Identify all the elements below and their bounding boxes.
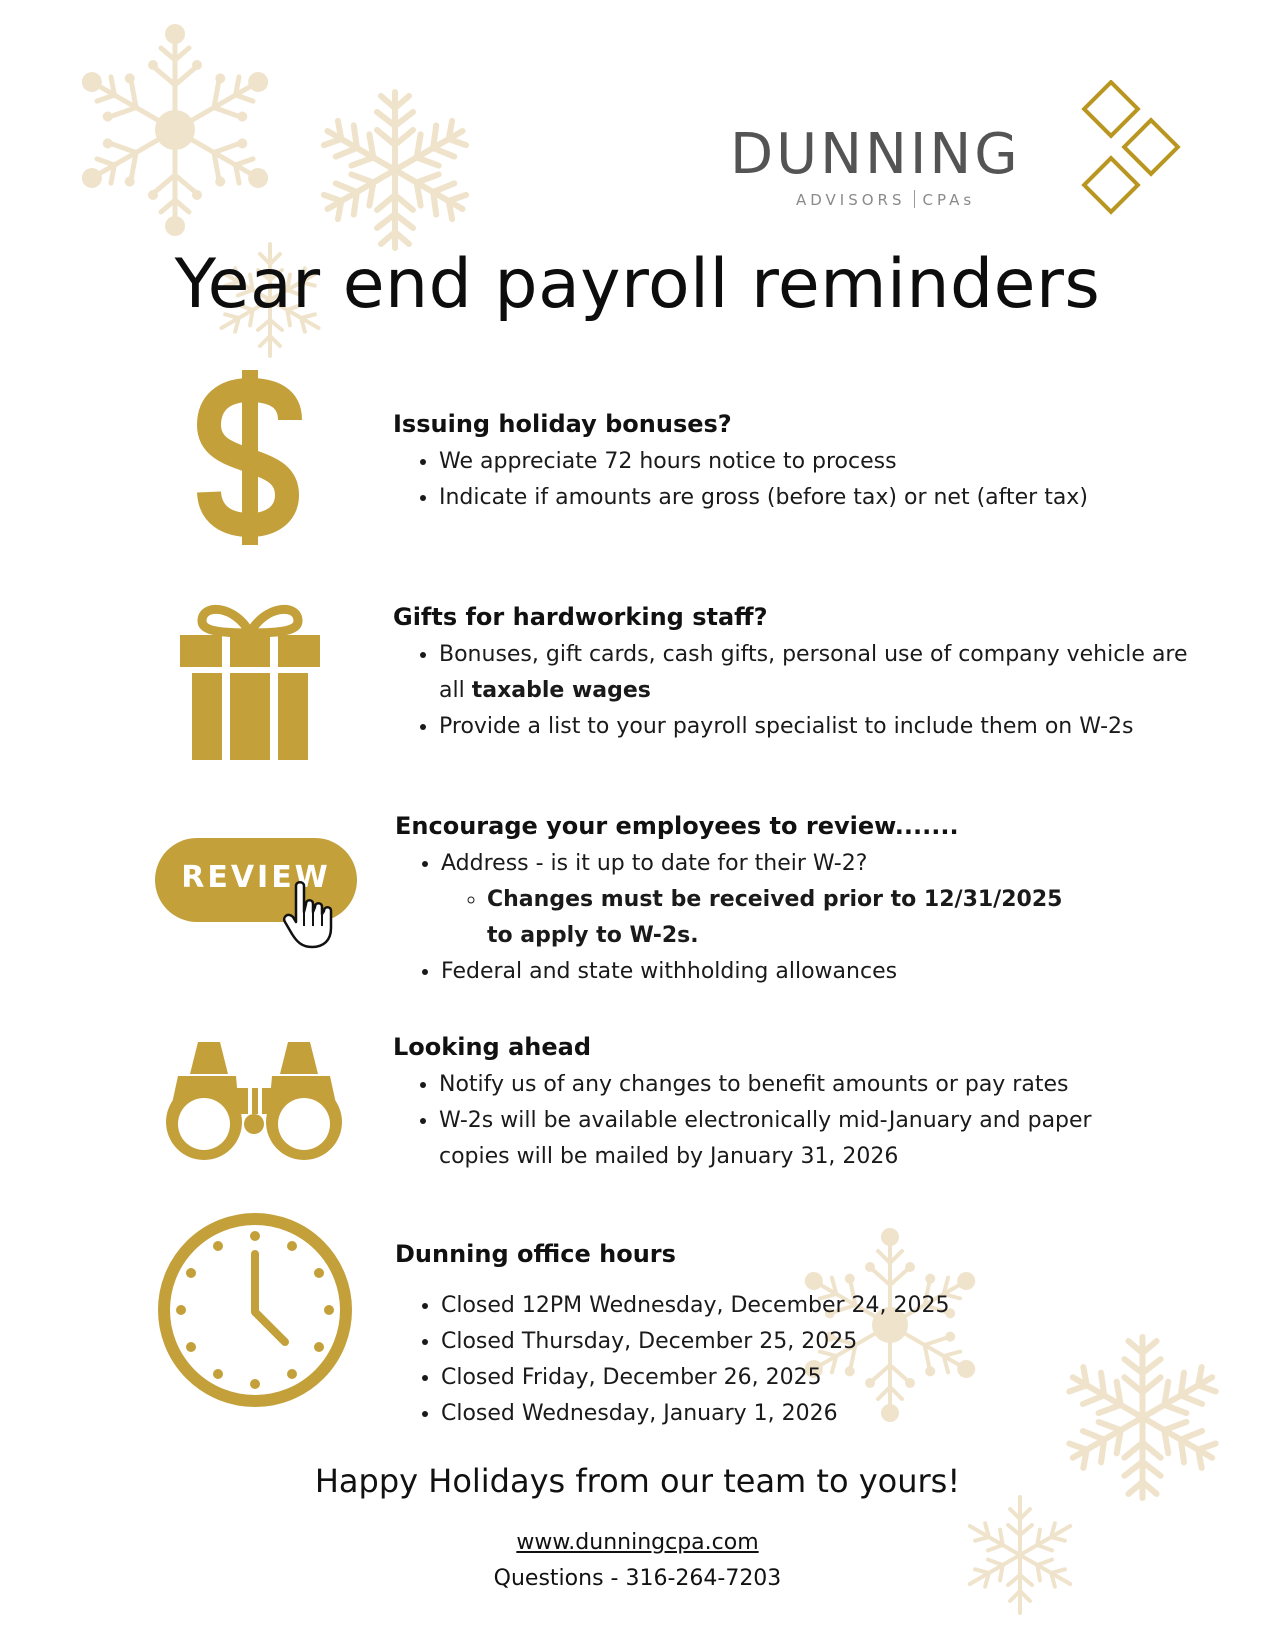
list-item: • Bonuses, gift cards, cash gifts, personal use of company vehicle are all taxable wages bbox=[439, 637, 1193, 709]
section-gifts-for-staff bbox=[393, 603, 1193, 745]
snowflake-decoration-icon bbox=[70, 20, 280, 240]
list-item: • Closed 12PM Wednesday, December 24, 2025 bbox=[441, 1288, 1195, 1324]
binoculars-icon bbox=[158, 1032, 350, 1160]
section-heading: Gifts for hardworking staff? bbox=[393, 603, 768, 631]
logo-wordmark: DUNNING bbox=[730, 122, 1021, 187]
section-looking-ahead bbox=[393, 1033, 1193, 1175]
diamond-logo-icon bbox=[1070, 80, 1190, 230]
list-item: • Notify us of any changes to benefit amounts or pay rates bbox=[439, 1067, 1193, 1103]
list-item: • Indicate if amounts are gross (before tax) or net (after tax) bbox=[439, 480, 1193, 516]
list-item: • We appreciate 72 hours notice to process bbox=[439, 444, 1193, 480]
section-office-hours bbox=[395, 1240, 1195, 1432]
list-item: • W-2s will be available electronically mid-January and paper copies will be mailed by January 31, 2026 bbox=[439, 1103, 1139, 1175]
section-heading: Encourage your employees to review....... bbox=[395, 812, 959, 840]
bullet-list bbox=[393, 444, 1193, 516]
bullet-list bbox=[395, 1288, 1195, 1432]
section-encourage-review bbox=[395, 812, 1195, 990]
phone-contact: Questions - 316-264-7203 bbox=[493, 1566, 782, 1591]
bullet-list bbox=[393, 1067, 1193, 1175]
snowflake-decoration-icon bbox=[955, 1490, 1085, 1620]
dollar-sign-icon bbox=[195, 370, 305, 545]
list-item: • Address - is it up to date for their W-2? ◦ Changes must be received prior to 12/31/2025 to apply to W-2s. bbox=[441, 846, 1195, 954]
website-link[interactable]: www.dunningcpa.com bbox=[516, 1530, 759, 1555]
closing-message: Happy Holidays from our team to yours! bbox=[314, 1462, 961, 1500]
list-item: • Closed Wednesday, January 1, 2026 bbox=[441, 1396, 1195, 1432]
list-item: • Closed Friday, December 26, 2025 bbox=[441, 1360, 1195, 1396]
list-item: • Federal and state withholding allowances bbox=[441, 954, 1195, 990]
sub-list-item: ◦ Changes must be received prior to 12/31/2025 to apply to W-2s. bbox=[487, 882, 1067, 954]
dunning-logo bbox=[730, 80, 1190, 230]
section-holiday-bonuses bbox=[393, 410, 1193, 516]
bullet-list bbox=[395, 846, 1195, 990]
section-heading: Dunning office hours bbox=[395, 1240, 676, 1268]
gift-icon bbox=[180, 595, 320, 760]
section-heading: Looking ahead bbox=[393, 1033, 592, 1061]
snowflake-decoration-icon bbox=[310, 85, 480, 255]
list-item: • Closed Thursday, December 25, 2025 bbox=[441, 1324, 1195, 1360]
hand-pointer-icon bbox=[282, 880, 338, 950]
logo-subtitle: ADVISORS CPAs bbox=[796, 191, 976, 209]
page-title: Year end payroll reminders bbox=[174, 245, 1101, 324]
bullet-list bbox=[393, 637, 1193, 745]
list-item: • Provide a list to your payroll specialist to include them on W-2s bbox=[439, 709, 1193, 745]
sub-bullet-list bbox=[441, 882, 1195, 954]
review-button-label: REVIEW bbox=[181, 860, 331, 895]
section-heading: Issuing holiday bonuses? bbox=[393, 410, 732, 438]
clock-icon bbox=[157, 1212, 353, 1408]
